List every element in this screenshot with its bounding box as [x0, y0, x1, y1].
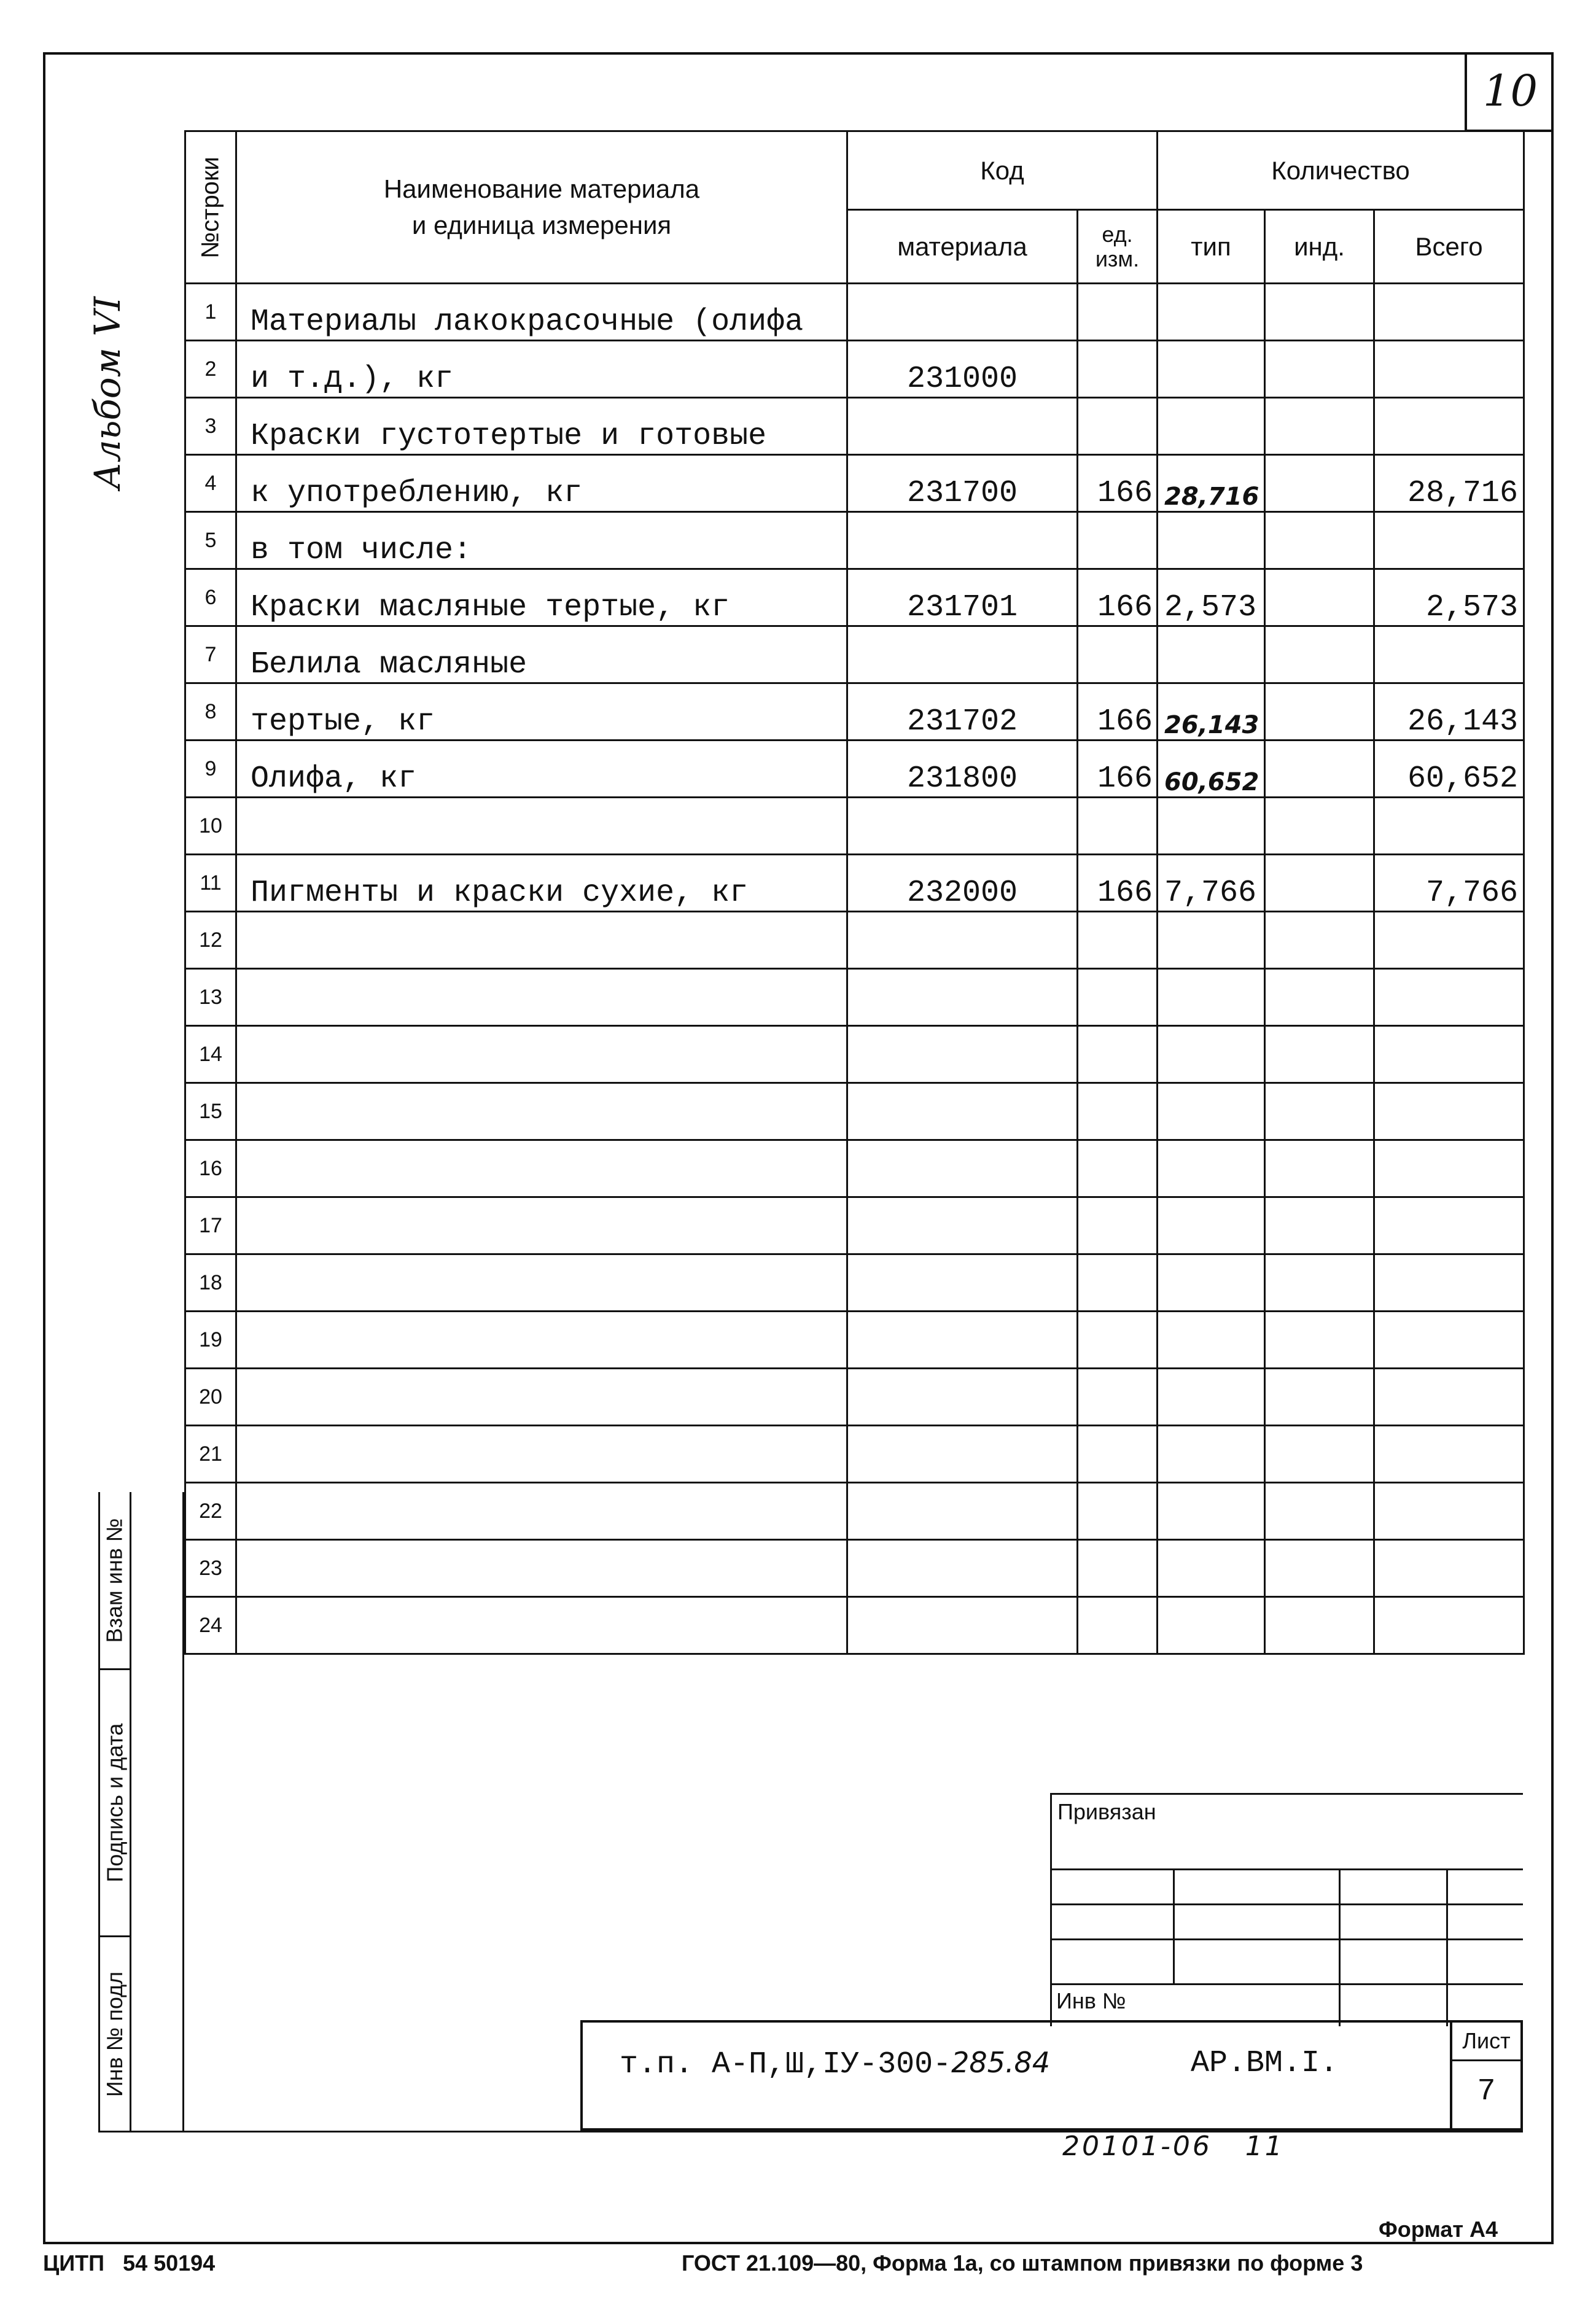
row-number: 23 [185, 1540, 236, 1597]
qty-total [1374, 1426, 1524, 1483]
qty-ind [1265, 1312, 1374, 1369]
header-qty-type: тип [1158, 210, 1265, 284]
material-code [847, 1254, 1078, 1312]
qty-type [1158, 1540, 1265, 1597]
strip-vzam-inv: Взам инв № [100, 1492, 130, 1670]
qty-ind [1265, 398, 1374, 455]
material-name [236, 1026, 847, 1083]
header-row-no: №строки [185, 131, 236, 284]
material-code [847, 798, 1078, 855]
material-code: 231800 [847, 741, 1078, 798]
row-number: 24 [185, 1597, 236, 1654]
qty-ind [1265, 798, 1374, 855]
unit-code: 166 [1078, 741, 1158, 798]
row-number: 11 [185, 855, 236, 912]
header-code-material: материала [847, 210, 1078, 284]
qty-total: 2,573 [1374, 569, 1524, 626]
unit-code [1078, 1369, 1158, 1426]
unit-code [1078, 398, 1158, 455]
material-code [847, 1483, 1078, 1540]
material-code [847, 284, 1078, 341]
unit-code [1078, 1597, 1158, 1654]
table-row [185, 284, 1524, 341]
table-row [185, 1369, 1524, 1426]
header-unit: ед. изм. [1078, 210, 1158, 284]
table-row [185, 569, 1524, 626]
qty-total [1374, 626, 1524, 683]
unit-code [1078, 1254, 1158, 1312]
material-name [236, 1540, 847, 1597]
row-number: 9 [185, 741, 236, 798]
qty-ind [1265, 455, 1374, 512]
qty-total: 60,652 [1374, 741, 1524, 798]
qty-type: 28,716 [1158, 455, 1265, 512]
qty-total: 28,716 [1374, 455, 1524, 512]
row-number: 20 [185, 1369, 236, 1426]
table-row [185, 1197, 1524, 1254]
table-row [185, 1483, 1524, 1540]
qty-total [1374, 1540, 1524, 1597]
header-name: Наименование материала и единица измерения [236, 131, 847, 284]
qty-total [1374, 1312, 1524, 1369]
material-code: 231702 [847, 683, 1078, 741]
unit-code [1078, 1140, 1158, 1197]
unit-code [1078, 1540, 1158, 1597]
header-qty-ind: инд. [1265, 210, 1374, 284]
qty-type [1158, 398, 1265, 455]
row-number: 3 [185, 398, 236, 455]
qty-type [1158, 912, 1265, 969]
row-number: 18 [185, 1254, 236, 1312]
header-code: Код [847, 131, 1158, 210]
unit-code [1078, 798, 1158, 855]
qty-type [1158, 341, 1265, 398]
qty-total: 7,766 [1374, 855, 1524, 912]
unit-code: 166 [1078, 855, 1158, 912]
row-number: 17 [185, 1197, 236, 1254]
unit-code [1078, 512, 1158, 569]
table-row [185, 798, 1524, 855]
qty-total [1374, 969, 1524, 1026]
material-code [847, 398, 1078, 455]
qty-type [1158, 1483, 1265, 1540]
qty-ind [1265, 1597, 1374, 1654]
unit-code [1078, 1426, 1158, 1483]
strip-inv-podl: Инв № подл [102, 1971, 127, 2097]
material-name [236, 1597, 847, 1654]
qty-total [1374, 512, 1524, 569]
qty-type [1158, 512, 1265, 569]
unit-code [1078, 1312, 1158, 1369]
qty-type: 7,766 [1158, 855, 1265, 912]
table-row [185, 1083, 1524, 1140]
row-number: 15 [185, 1083, 236, 1140]
unit-code [1078, 1026, 1158, 1083]
table-row [185, 341, 1524, 398]
unit-code: 166 [1078, 569, 1158, 626]
stamp-inv-no: Инв № [1056, 1988, 1126, 2013]
qty-total [1374, 284, 1524, 341]
row-number: 10 [185, 798, 236, 855]
project-designation: т.п. А-П,Ш,IУ-300-285.84 [620, 2046, 1051, 2082]
qty-ind [1265, 683, 1374, 741]
qty-total [1374, 1140, 1524, 1197]
material-name: Пигменты и краски сухие, кг [236, 855, 847, 912]
unit-code: 166 [1078, 683, 1158, 741]
qty-ind [1265, 912, 1374, 969]
qty-ind [1265, 512, 1374, 569]
qty-ind [1265, 1140, 1374, 1197]
document-code: АР.ВМ.I. [1191, 2046, 1339, 2081]
material-name [236, 1083, 847, 1140]
qty-type [1158, 284, 1265, 341]
table-row [185, 969, 1524, 1026]
unit-code [1078, 912, 1158, 969]
qty-type [1158, 626, 1265, 683]
material-name [236, 969, 847, 1026]
material-name: тертые, кг [236, 683, 847, 741]
table-row [185, 855, 1524, 912]
material-code [847, 626, 1078, 683]
qty-total [1374, 1369, 1524, 1426]
material-code: 232000 [847, 855, 1078, 912]
material-name: Краски густотертые и готовые [236, 398, 847, 455]
material-name [236, 1369, 847, 1426]
material-code [847, 1140, 1078, 1197]
qty-ind [1265, 1026, 1374, 1083]
qty-ind [1265, 1369, 1374, 1426]
table-row [185, 455, 1524, 512]
header-quantity: Количество [1158, 131, 1524, 210]
material-name: и т.д.), кг [236, 341, 847, 398]
left-side-strip [98, 1492, 184, 2131]
unit-code [1078, 1483, 1158, 1540]
qty-ind [1265, 1483, 1374, 1540]
sheet-label: Лист [1452, 2023, 1520, 2061]
table-row [185, 1312, 1524, 1369]
row-number: 7 [185, 626, 236, 683]
qty-total [1374, 341, 1524, 398]
qty-ind [1265, 1426, 1374, 1483]
material-name [236, 912, 847, 969]
material-code [847, 1083, 1078, 1140]
qty-total [1374, 1597, 1524, 1654]
material-name: в том числе: [236, 512, 847, 569]
unit-code [1078, 284, 1158, 341]
qty-ind [1265, 284, 1374, 341]
material-name: Материалы лакокрасочные (олифа [236, 284, 847, 341]
table-row [185, 683, 1524, 741]
table-row [185, 741, 1524, 798]
material-code [847, 1540, 1078, 1597]
qty-type [1158, 1597, 1265, 1654]
row-number: 22 [185, 1483, 236, 1540]
stamp-privyazan: Привязан [1057, 1799, 1156, 1824]
qty-total [1374, 912, 1524, 969]
table-row [185, 626, 1524, 683]
material-code [847, 969, 1078, 1026]
sheet-value: 7 [1477, 2074, 1496, 2109]
material-name [236, 1254, 847, 1312]
qty-type [1158, 1312, 1265, 1369]
row-number: 1 [185, 284, 236, 341]
qty-total [1374, 1483, 1524, 1540]
table-row [185, 1140, 1524, 1197]
row-number: 14 [185, 1026, 236, 1083]
qty-type [1158, 969, 1265, 1026]
qty-total [1374, 1083, 1524, 1140]
unit-code [1078, 341, 1158, 398]
material-name [236, 1312, 847, 1369]
qty-total [1374, 798, 1524, 855]
materials-table [184, 130, 1525, 1655]
album-label-text: Альбом VI [87, 296, 129, 490]
qty-ind [1265, 1083, 1374, 1140]
qty-ind [1265, 1254, 1374, 1312]
table-row [185, 1597, 1524, 1654]
table-row [185, 398, 1524, 455]
strip-podpis-data: Подпись и дата [100, 1670, 130, 1937]
unit-code [1078, 1197, 1158, 1254]
material-code [847, 512, 1078, 569]
title-block [580, 2020, 1523, 2131]
row-number: 16 [185, 1140, 236, 1197]
material-code: 231700 [847, 455, 1078, 512]
material-name [236, 1197, 847, 1254]
material-code [847, 1369, 1078, 1426]
material-code [847, 1197, 1078, 1254]
row-number: 13 [185, 969, 236, 1026]
material-name [236, 1483, 847, 1540]
table-row [185, 1540, 1524, 1597]
qty-type [1158, 1083, 1265, 1140]
qty-ind [1265, 855, 1374, 912]
qty-type [1158, 1026, 1265, 1083]
table-row [185, 912, 1524, 969]
material-code [847, 1026, 1078, 1083]
format-label: Формат А4 [1379, 2217, 1498, 2242]
qty-type [1158, 1254, 1265, 1312]
row-number: 6 [185, 569, 236, 626]
qty-type [1158, 1140, 1265, 1197]
material-code: 231000 [847, 341, 1078, 398]
qty-ind [1265, 626, 1374, 683]
qty-type [1158, 798, 1265, 855]
qty-type: 26,143 [1158, 683, 1265, 741]
material-code [847, 1597, 1078, 1654]
material-name [236, 1140, 847, 1197]
material-code [847, 912, 1078, 969]
material-name: к употреблению, кг [236, 455, 847, 512]
table-row [185, 1026, 1524, 1083]
qty-ind [1265, 341, 1374, 398]
qty-type [1158, 1426, 1265, 1483]
row-number: 8 [185, 683, 236, 741]
qty-total: 26,143 [1374, 683, 1524, 741]
row-number: 21 [185, 1426, 236, 1483]
qty-total [1374, 1197, 1524, 1254]
unit-code [1078, 1083, 1158, 1140]
qty-total [1374, 1254, 1524, 1312]
table-row [185, 1254, 1524, 1312]
row-number: 4 [185, 455, 236, 512]
material-name: Олифа, кг [236, 741, 847, 798]
qty-type [1158, 1197, 1265, 1254]
material-name [236, 798, 847, 855]
sheet-number-top: 10 [1465, 52, 1554, 132]
qty-ind [1265, 569, 1374, 626]
binding-stamp [1050, 1793, 1523, 2026]
qty-type [1158, 1369, 1265, 1426]
qty-ind [1265, 1540, 1374, 1597]
row-number: 12 [185, 912, 236, 969]
material-name [236, 1426, 847, 1483]
album-label [71, 282, 144, 503]
table-row [185, 1426, 1524, 1483]
unit-code: 166 [1078, 455, 1158, 512]
header-qty-total: Всего [1374, 210, 1524, 284]
material-code [847, 1426, 1078, 1483]
material-name: Краски масляные тертые, кг [236, 569, 847, 626]
unit-code [1078, 969, 1158, 1026]
footer-right: ГОСТ 21.109—80, Форма 1а, со штампом привязки по форме 3 [682, 2250, 1363, 2276]
qty-type: 2,573 [1158, 569, 1265, 626]
handwritten-inventory-number: 20101-06 11 [1062, 2131, 1285, 2162]
qty-total [1374, 1026, 1524, 1083]
table-row [185, 512, 1524, 569]
sheet-box [1450, 2023, 1520, 2128]
unit-code [1078, 626, 1158, 683]
qty-type: 60,652 [1158, 741, 1265, 798]
material-name: Белила масляные [236, 626, 847, 683]
qty-ind [1265, 741, 1374, 798]
row-number: 2 [185, 341, 236, 398]
row-number: 19 [185, 1312, 236, 1369]
row-number: 5 [185, 512, 236, 569]
material-code [847, 1312, 1078, 1369]
material-code: 231701 [847, 569, 1078, 626]
qty-total [1374, 398, 1524, 455]
qty-ind [1265, 969, 1374, 1026]
qty-ind [1265, 1197, 1374, 1254]
footer-left: ЦИТП 54 50194 [43, 2250, 216, 2276]
